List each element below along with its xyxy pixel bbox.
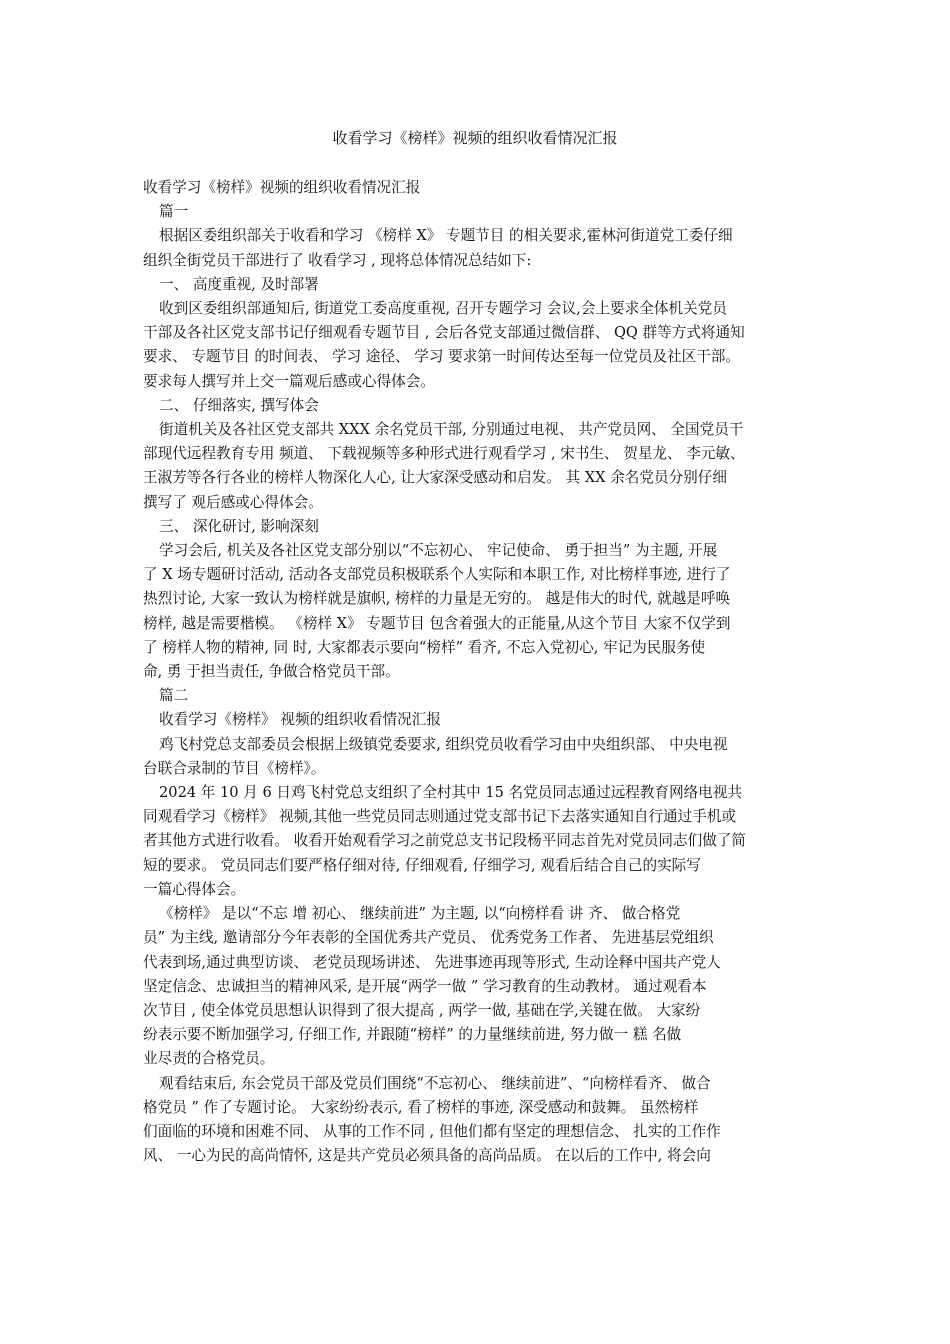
text-line: 员” 为主线, 邀请部分今年表彰的全国优秀共产党员、 优秀党务工作者、 先进基层党组织 (143, 929, 714, 947)
text-line: 短的要求。 党员同志们要严格仔细对待, 仔细观看, 仔细学习, 观看后结合自己的实际写 (143, 856, 701, 874)
text-line: 同观看学习《榜样》 视频,其他一些党员同志则通过党支部书记下去落实通知自行通过手机或 (143, 808, 737, 826)
text-line: 格党员 ” 作了专题讨论。 大家纷纷表示, 看了榜样的事迹, 深受感动和鼓舞。 虽然榜样 (143, 1098, 699, 1116)
text-line: 次节目 , 使全体党员思想认识得到了很大提高 , 两学一做, 基础在学,关键在做。 大家纷 (143, 1001, 701, 1019)
text-line: 撰写了 观后感或心得体会。 (143, 493, 323, 511)
text-line: 台联合录制的节目《榜样》。 (143, 759, 326, 777)
text-line: 鸡飞村党总支部委员会根据上级镇党委要求, 组织党员收看学习由中央组织部、 中央电视 (159, 735, 728, 753)
text-line: 者其他方式进行收看。 收看开始观看学习之前党总支书记段杨平同志首先对党员同志们做了简 (143, 832, 746, 850)
page-title: 收看学习《榜样》视频的组织收看情况汇报 (332, 129, 618, 147)
text-line: 们面临的环境和困难不同、 从事的工作不同 , 但他们都有坚定的理想信念、 扎实的工作作 (143, 1122, 721, 1140)
text-line: 根据区委组织部关于收看和学习 《榜样 X》 专题节目 的相关要求,霍林河街道党工委仔细 (159, 227, 733, 245)
text-line: 一篇心得体会。 (143, 880, 246, 898)
text-line: 三、 深化研讨, 影响深刻 (159, 517, 319, 535)
text-line: 观看结束后, 东会党员干部及党员们围绕“不忘初心、 继续前进”、“向榜样看齐、 做合 (159, 1074, 711, 1092)
text-line: 要求每人撰写并上交一篇观后感或心得体会。 (143, 372, 435, 390)
text-line: 要求、 专题节目 的时间表、 学习 途径、 学习 要求第一时间传达至每一位党员及社区干部。 (143, 348, 740, 366)
text-line: 了 榜样人物的精神, 同 时, 大家都表示要向“榜样” 看齐, 不忘入党初心, 牢记为民服务使 (143, 638, 706, 656)
text-line: 2024 年 10 月 6 日鸡飞村党总支组织了全村其中 15 名党员同志通过远程教育网络电视共 (159, 784, 743, 802)
text-line: 干部及各社区党支部书记仔细观看专题节目 , 会后各党支部通过微信群、 QQ 群等方式将通知 (143, 324, 745, 342)
text-line: 代表到场,通过典型访谈、 老党员现场讲述、 先进事迹再现等形式, 生动诠释中国共产党人 (143, 953, 721, 971)
text-line: 热烈讨论, 大家一致认为榜样就是旗帜, 榜样的力量是无穷的。 越是伟大的时代, 就越是呼唤 (143, 590, 731, 608)
text-line: 街道机关及各社区党支部共 XXX 余名党员干部, 分别通过电视、 共产党员网、 全国党员干 (159, 421, 744, 439)
text-line: 组织全街党员干部进行了 收看学习 , 现将总体情况总结如下: (143, 251, 532, 269)
text-line: 《榜样》 是以“不忘 增 初心、 继续前进” 为主题, 以“向榜样看 讲 齐、 做合格党 (159, 905, 681, 923)
text-line: 纷表示要不断加强学习, 仔细工作, 并跟随“榜样” 的力量继续前进, 努力做一 糕 名做 (143, 1026, 682, 1044)
text-line: 了 X 场专题研讨活动, 活动各支部党员积极联系个人实际和本职工作, 对比榜样事迹, 进行了 (143, 566, 731, 584)
text-line: 二、 仔细落实, 撰写体会 (159, 396, 319, 414)
text-line: 学习会后, 机关及各社区党支部分别以“不忘初心、 牢记使命、 勇于担当” 为主题, 开展 (159, 542, 718, 560)
text-line: 收看学习《榜样》 视频的组织收看情况汇报 (159, 711, 441, 729)
text-line: 坚定信念、忠诚担当的精神风采, 是开展“两学一做 ” 学习教育的生动教材。 通过观看本 (143, 977, 707, 995)
text-line: 部现代远程教育专用 频道、 下载视频等多种形式进行观看学习 , 宋书生、 贺星龙、 李元敏、 (143, 445, 745, 463)
text-line: 王淑芳等各行各业的榜样人物深化人心, 让大家深受感动和启发。 其 XX 余名党员分别仔细 (143, 469, 727, 487)
text-line: 业尽责的合格党员。 (143, 1050, 275, 1068)
text-line: 风、 一心为民的高尚情怀, 这是共产党员必须具备的高尚品质。 在以后的工作中, 将会向 (143, 1147, 711, 1165)
text-line: 收到区委组织部通知后, 街道党工委高度重视, 召开专题学习 会议,会上要求全体机关党员 (159, 300, 727, 318)
text-line: 篇二 (159, 687, 189, 705)
text-line: 榜样, 越是需要楷模。 《榜样 X》 专题节目 包含着强大的正能量,从这个节目 大家不仅学到 (143, 614, 731, 632)
text-line: 篇一 (159, 203, 189, 221)
text-line: 收看学习《榜样》视频的组织收看情况汇报 (143, 179, 421, 196)
document-body (143, 176, 823, 1168)
text-line: 命, 勇 于担当责任, 争做合格党员干部。 (143, 663, 400, 681)
text-line: 一、 高度重视, 及时部署 (159, 275, 319, 293)
